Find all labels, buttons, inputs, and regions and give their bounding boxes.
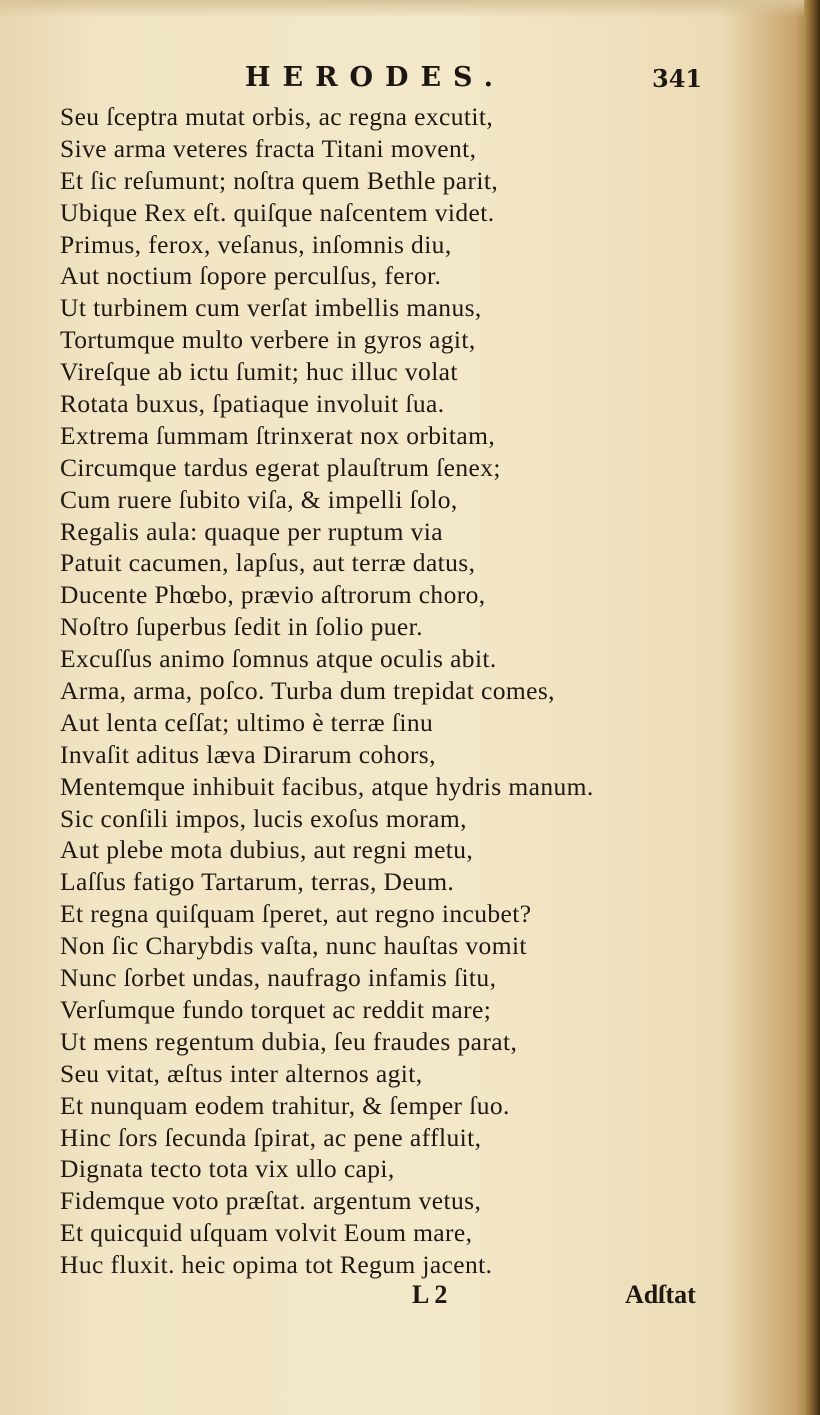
verse-line: Extrema ſummam ſtrinxerat nox orbitam, (60, 420, 496, 450)
verse-line: Dignata tecto tota vix ullo capi, (60, 1154, 395, 1184)
verse-line: Et ſic reſumunt; noſtra quem Bethle parit, (60, 165, 499, 195)
verse-line: Ut mens regentum dubia, ſeu fraudes parat, (60, 1026, 518, 1056)
verse-line: Arma, arma, poſco. Turba dum trepidat comes, (60, 676, 555, 706)
verse-line: Aut lenta ceſſat; ultimo è terræ ſinu (60, 707, 434, 737)
verse-line: Non ſic Charybdis vaſta, nunc hauſtas vomit (60, 931, 527, 961)
verse-line: Laſſus fatigo Tartarum, terras, Deum. (60, 867, 455, 897)
page-number: 341 (652, 64, 703, 93)
verse-line: Tortumque multo verbere in gyros agit, (60, 325, 476, 355)
verse-block (60, 101, 750, 1281)
verse-line: Et nunquam eodem trahitur, & ſemper ſuo. (60, 1090, 510, 1120)
verse-line: Ducente Phœbo, prævio aſtrorum choro, (60, 580, 486, 610)
verse-line: Et regna quiſquam ſperet, aut regno incubet? (60, 899, 532, 929)
verse-line: Excuſſus animo ſomnus atque oculis abit. (60, 644, 497, 674)
verse-line: Seu ſceptra mutat orbis, ac regna excutit, (60, 102, 494, 131)
page-top-shadow (0, 0, 820, 18)
signature-mark: L 2 (412, 1280, 448, 1309)
verse-line: Aut noctium ſopore perculſus, feror. (60, 261, 442, 291)
page-header (0, 58, 820, 98)
verse-line: Ubique Rex eſt. quiſque naſcentem videt. (60, 197, 495, 227)
verse-line: Aut plebe mota dubius, aut regni metu, (60, 835, 474, 865)
verse-line: Sive arma veteres fracta Titani movent, (60, 133, 477, 163)
verse-line: Rotata buxus, ſpatiaque involuit ſua. (60, 389, 445, 419)
verse-line: Seu vitat, æſtus inter alternos agit, (60, 1058, 423, 1088)
verse-line: Patuit cacumen, lapſus, aut terræ datus, (60, 548, 476, 578)
catchword: Adſtat (625, 1280, 696, 1309)
verse-line: Verſumque fundo torquet ac reddit mare; (60, 994, 492, 1024)
verse-line: Noſtro ſuperbus ſedit in ſolio puer. (60, 612, 423, 642)
verse-line: Hinc ſors ſecunda ſpirat, ac pene affluit, (60, 1122, 482, 1152)
page-footer (0, 1280, 820, 1320)
verse-line: Et quicquid uſquam volvit Eoum mare, (60, 1218, 473, 1248)
verse-line: Invaſit aditus læva Dirarum cohors, (60, 739, 436, 769)
verse-line: Sic conſili impos, lucis exoſus moram, (60, 803, 467, 833)
verse-line: Primus, ferox, veſanus, inſomnis diu, (60, 229, 452, 259)
verse-line: Nunc ſorbet undas, naufrago infamis ſitu, (60, 963, 497, 993)
book-gutter-edge (804, 0, 820, 1415)
verse-line: Circumque tardus egerat plauſtrum ſenex; (60, 452, 501, 482)
verse-line: Vireſque ab ictu ſumit; huc illuc volat (60, 357, 458, 387)
verse-line: Regalis aula: quaque per ruptum via (60, 516, 443, 546)
verse-line: Fidemque voto præſtat. argentum vetus, (60, 1186, 482, 1216)
verse-line: Huc fluxit. heic opima tot Regum jacent. (60, 1250, 493, 1280)
verse-line: Mentemque inhibuit facibus, atque hydris manum. (60, 771, 594, 801)
running-title: HERODES. (245, 62, 505, 93)
verse-line: Ut turbinem cum verſat imbellis manus, (60, 293, 482, 323)
verse-line: Cum ruere ſubito viſa, & impelli ſolo, (60, 484, 458, 514)
